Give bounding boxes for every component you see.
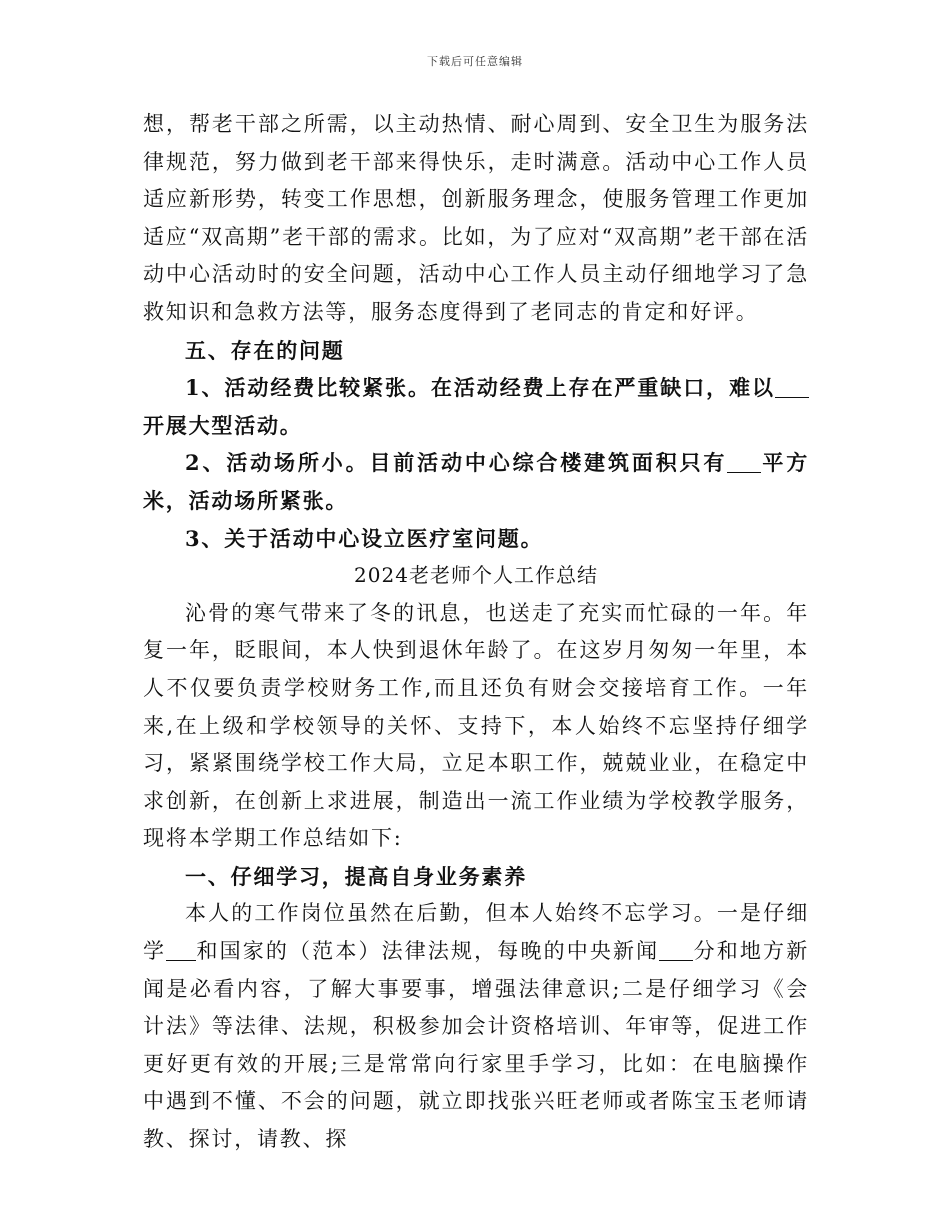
problem-item-3: 3、关于活动中心设立医疗室问题。 — [185, 525, 544, 551]
fill-blank — [727, 449, 761, 473]
problem-item-2-text-b: 平方米，活动场所紧张。 — [143, 450, 809, 513]
section-1-paragraph — [143, 895, 809, 1158]
article-title: 2024老老师个人工作总结 — [354, 563, 598, 588]
article-intro-paragraph: 沁骨的寒气带来了冬的讯息，也送走了充实而忙碌的一年。年复一年，眨眼间，本人快到退休年龄了。在这岁月匆匆一年里，本人不仅要负责学校财务工作,而且还负有财会交接培育工作。一年来,在上级和学校领导的关怀、支持下，本人始终不忘坚持仔细学习，紧紧围绕学校工作大局，立足本职工作，兢兢业业，在稳定中求创新，在创新上求进展，制造出一流工作业绩为学校教学服务，现将本学期工作总结如下: — [143, 600, 809, 851]
section-1-text-a: 本人的工作岗位虽然在后勤，但本人始终不忘学习。一是仔细学 — [143, 901, 809, 964]
problem-item-1 — [143, 369, 809, 444]
problem-item-1-text-b: 开展大型活动。 — [143, 412, 303, 438]
problem-item-2-text-a: 2、活动场所小。目前活动中心综合楼建筑面积只有 — [185, 450, 728, 476]
fill-blank — [166, 937, 196, 961]
section-heading-1: 一、仔细学习，提高自身业务素养 — [185, 863, 527, 889]
document-body — [143, 106, 809, 1159]
problem-item-2 — [143, 444, 809, 519]
section-1-text-b: 和国家的（范本）法律法规，每晚的中央新闻 — [196, 939, 660, 964]
fill-blank — [775, 374, 809, 398]
heading-existing-problems: 五、存在的问题 — [185, 337, 345, 363]
page-header: 下载后可任意编辑 — [427, 55, 523, 68]
section-1-text-c: 分和地方新闻是必看内容，了解大事要事，增强法律意识;二是仔细学习《会计法》等法律、法规，积极参加会计资格培训、年审等，促进工作更好更有效的开展;三是常常向行家里手学习，比如：在电脑操作中遇到不懂、不会的问题，就立即找张兴旺老师或者陈宝玉老师请教、探讨，请教、探 — [143, 939, 809, 1152]
paragraph-service-continuation: 想，帮老干部之所需，以主动热情、耐心周到、安全卫生为服务法律规范，努力做到老干部来得快乐，走时满意。活动中心工作人员适应新形势，转变工作思想，创新服务理念，使服务管理工作更加适应“双高期”老干部的需求。比如，为了应对“双高期”老干部在活动中心活动时的安全问题，活动中心工作人员主动仔细地学习了急救知识和急救方法等，服务态度得到了老同志的肯定和好评。 — [143, 112, 809, 324]
problem-item-1-text-a: 1、活动经费比较紧张。在活动经费上存在严重缺口，难以 — [185, 375, 775, 401]
fill-blank — [659, 937, 693, 961]
